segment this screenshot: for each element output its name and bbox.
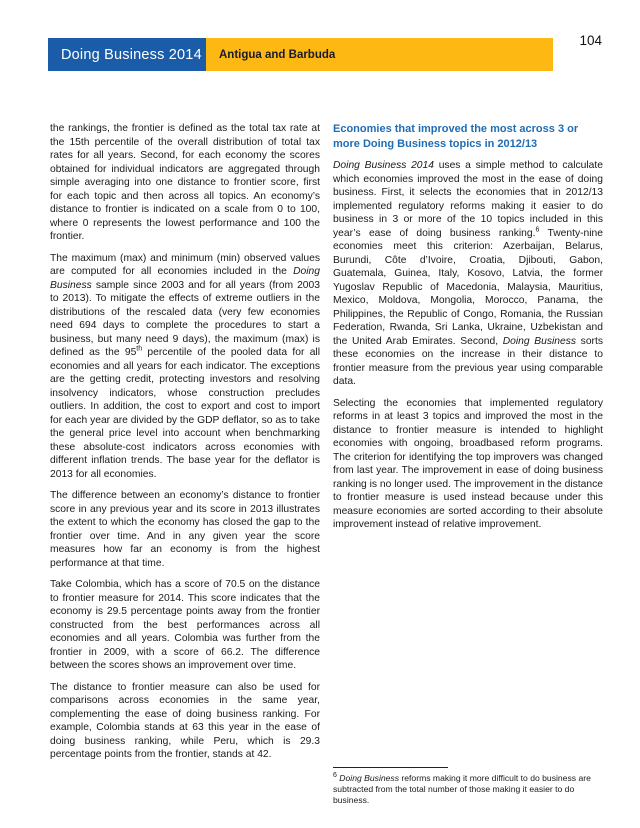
- left-column: [50, 122, 320, 814]
- footnote: [333, 767, 603, 814]
- right-column: [333, 122, 603, 814]
- section-heading: Economies that improved the most across 3 or more Doing Business topics in 2012/13: [333, 123, 579, 150]
- paragraph-comparisons: The distance to frontier measure can also be used for comparisons across economies in the same year, complementing the ease of doing business ranking. For example, Colombia stands at 63 this year in the ease of doing business ranking, while Peru, which is 29.3 percentage points from the frontier, stands at 42.: [50, 681, 320, 760]
- paragraph-difference: The difference between an economy’s distance to frontier score in any previous year and its score in 2013 illustrates the extent to which the economy has closed the gap to the frontier over time. And in any given year the score measures how far an economy is from the highest performance at that time.: [50, 490, 320, 569]
- page-body: [50, 122, 603, 814]
- report-title-badge: Doing Business 2014: [48, 38, 206, 71]
- page-header: [48, 38, 553, 71]
- paragraph-colombia-score: Take Colombia, which has a score of 70.5 on the distance to frontier measure for 2014. This score indicates that the economy is 29.5 percentage points away from the frontier constructed from the best performances across all economies and all years. Colombia was further from the frontier in 2009, with a score of 66.2. The difference between the scores shows an improvement over time.: [50, 579, 320, 671]
- economy-name-badge: Antigua and Barbuda: [206, 38, 553, 71]
- paragraph-improved-most: Doing Business 2014 uses a simple method to calculate which economies improved the most in the ease of doing business. First, it selects the economies that in 2012/13 implemented regulatory reforms making it easier to do business in 3 or more of the 10 topics included in this year’s ease of doing business ranking.$^6$ Twenty-nine economies meet this criterion: Azerbaijan, Belarus, Burundi, Côte d’Ivoire, Croatia, Djibouti, Gabon, Guatemala, Guinea, Italy, Kosovo, Latvia, the former Yugoslav Republic of Macedonia, Malaysia, Mauritius, Mexico, Moldova, Mongolia, Morocco, Panama, the Philippines, the Republic of Congo, Romania, the Russian Federation, Rwanda, Sri Lanka, Ukraine, Uzbekistan and the United Arab Emirates. Second, Doing Business sorts these economies on the increase in their distance to frontier measure from the previous year using comparable data.: [333, 160, 603, 387]
- footnote-divider: [333, 767, 448, 768]
- paragraph-max-min: The maximum (max) and minimum (min) observed values are computed for all economies included in the Doing Business sample since 2003 and for all years (from 2003 to 2013). To mitigate the effects of extreme outliers in the distributions of the rescaled data (very few economies need 694 days to complete the procedures to start a business, but many need 9 days), the maximum (max) is defined as the 95th percentile of the pooled data for all economies and all years for each indicator. The exceptions are the getting credit, protecting investors and resolving insolvency indicators, whose construction precludes outliers. In addition, the cost to export and cost to import for each year are divided by the GDP deflator, so as to take the general price level into account when benchmarking these absolute-cost indicators across economies with different inflation trends. The base year for the deflator is 2013 for all economies.: [50, 252, 320, 480]
- footnote-text: $^6$ Doing Business reforms making it more difficult to do business are subtracted from the total number of those making it easier to do business.: [333, 772, 591, 805]
- paragraph-rankings-frontier: the rankings, the frontier is defined as the total tax rate at the 15th percentile of the overall distribution of total tax rates for all years. Second, for each economy the scores obtained for individual indicators are aggregated through simple averaging into one distance to frontier score, first for each topic and then across all topics. An economy’s distance to frontier is indicated on a scale from 0 to 100, where 0 represents the lowest performance and 100 the frontier.: [50, 123, 320, 242]
- paragraph-selecting-economies: Selecting the economies that implemented regulatory reforms in at least 3 topics and improved the most in the distance to frontier measure is intended to highlight economies with ongoing, broadbased reform programs. The criterion for identifying the top improvers was changed from last year. The improvement in ease of doing business ranking is no longer used. The improvement in the distance to frontier measure is used instead because under this measure economies are sorted according to their absolute improvement instead of relative improvement.: [333, 397, 603, 530]
- page-number: 104: [579, 33, 602, 48]
